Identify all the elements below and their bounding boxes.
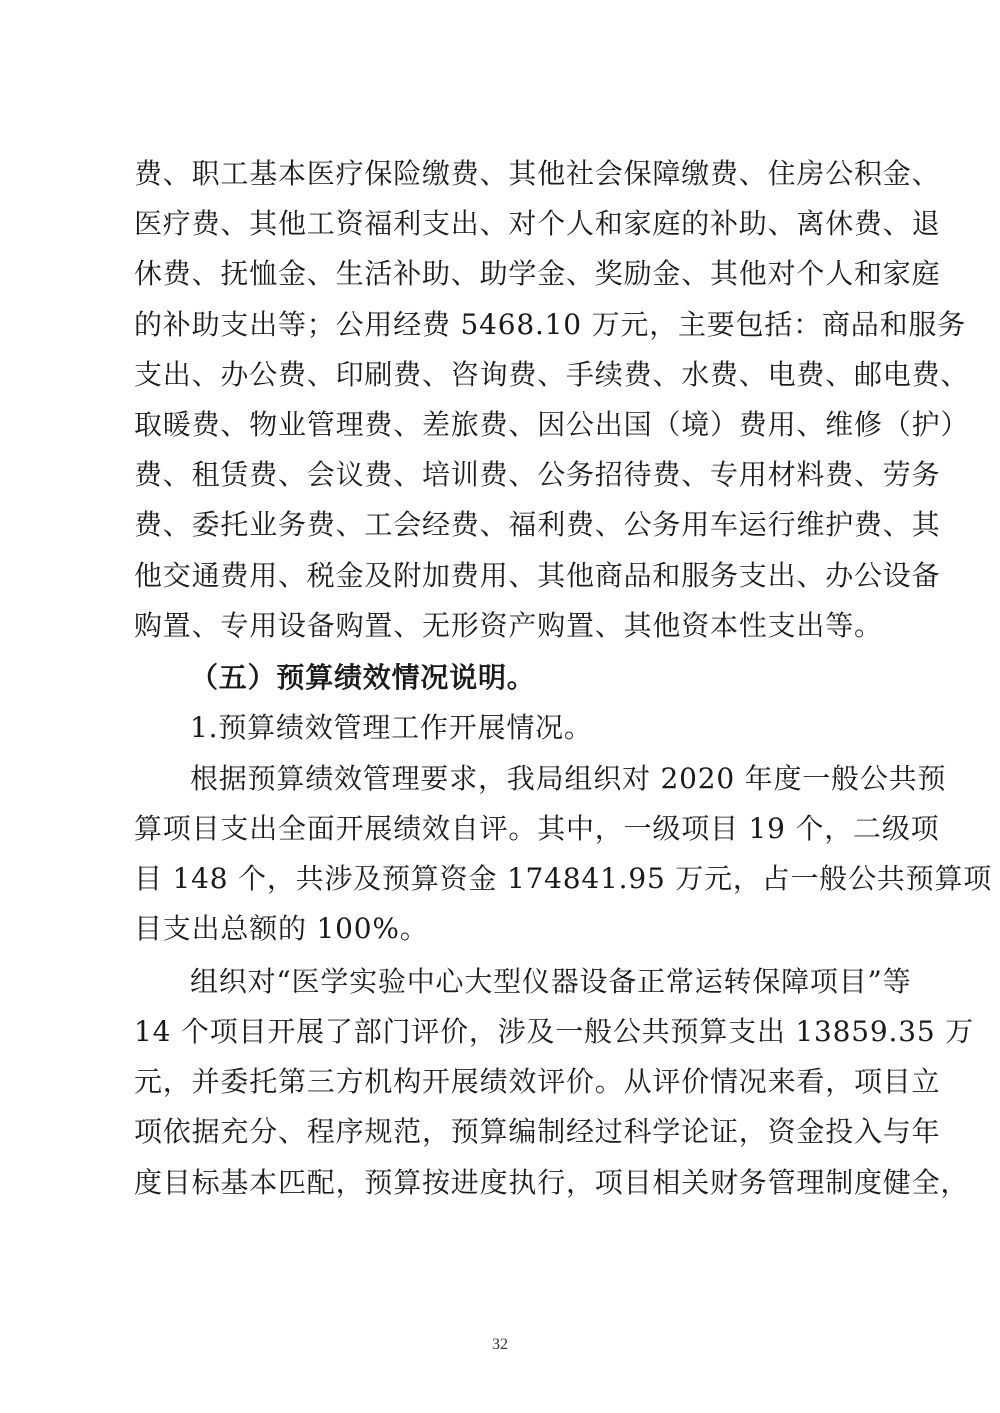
text-line: 项依据充分、程序规范，预算编制经过科学论证，资金投入与年 [134, 1115, 941, 1148]
text-line: 目支出总额的 100%。 [134, 912, 429, 945]
text-line: 费、职工基本医疗保险缴费、其他社会保障缴费、住房公积金、 [134, 157, 941, 190]
text-line: 的补助支出等；公用经费 5468.10 万元，主要包括：商品和服务 [134, 308, 966, 341]
text-line: 根据预算绩效管理要求，我局组织对 2020 年度一般公共预 [190, 762, 947, 795]
text-line: 费、委托业务费、工会经费、福利费、公务用车运行维护费、其 [134, 508, 941, 541]
text-line: 费、租赁费、会议费、培训费、公务招待费、专用材料费、劳务 [134, 458, 941, 491]
subsection-heading: 1.预算绩效管理工作开展情况。 [190, 711, 593, 744]
text-line: 休费、抚恤金、生活补助、助学金、奖励金、其他对个人和家庭 [134, 257, 941, 290]
section-heading: （五）预算绩效情况说明。 [190, 661, 536, 694]
text-line: 他交通费用、税金及附加费用、其他商品和服务支出、办公设备 [134, 559, 941, 592]
text-line: 医疗费、其他工资福利支出、对个人和家庭的补助、离休费、退 [134, 207, 941, 240]
text-line: 14 个项目开展了部门评价，涉及一般公共预算支出 13859.35 万 [134, 1015, 974, 1048]
text-line: 购置、专用设备购置、无形资产购置、其他资本性支出等。 [134, 609, 883, 642]
text-line: 元，并委托第三方机构开展绩效评价。从评价情况来看，项目立 [134, 1065, 941, 1098]
text-line: 支出、办公费、印刷费、咨询费、手续费、水费、电费、邮电费、 [134, 358, 970, 391]
page-number: 32 [492, 1336, 508, 1353]
text-line: 算项目支出全面开展绩效自评。其中，一级项目 19 个，二级项 [134, 812, 940, 845]
text-line: 组织对“医学实验中心大型仪器设备正常运转保障项目”等 [190, 965, 912, 998]
text-line: 度目标基本匹配，预算按进度执行，项目相关财务管理制度健全， [134, 1166, 970, 1199]
text-line: 目 148 个，共涉及预算资金 174841.95 万元，占一般公共预算项 [134, 862, 993, 895]
text-line: 取暖费、物业管理费、差旅费、因公出国（境）费用、维修（护） [134, 408, 970, 441]
